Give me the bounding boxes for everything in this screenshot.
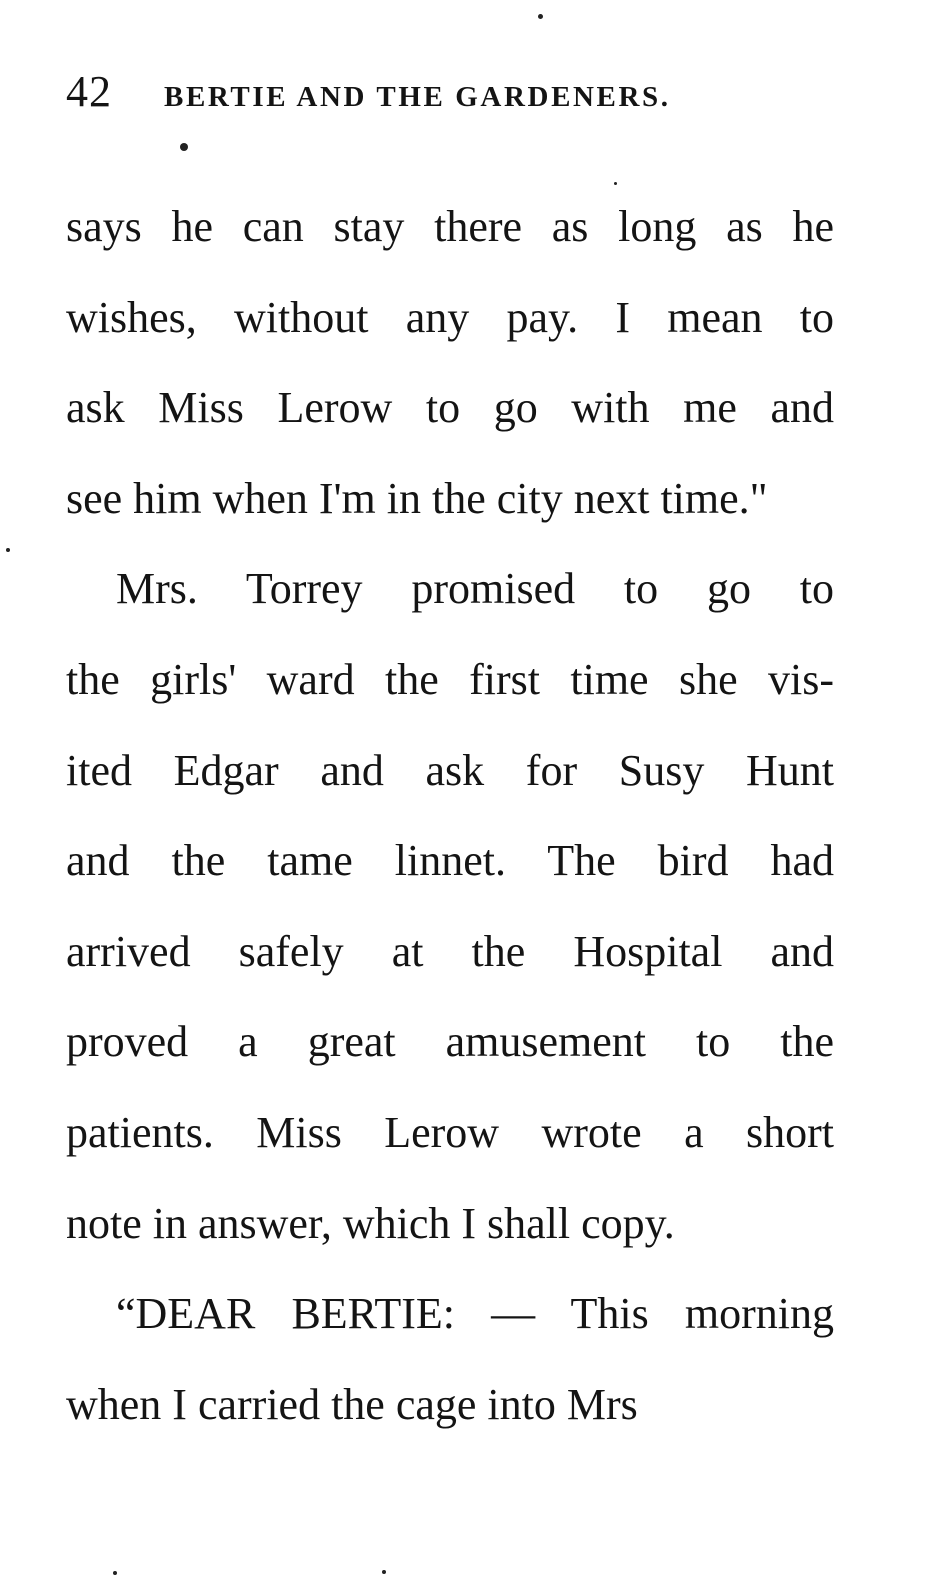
text-line: proved a great amusement to the (66, 1017, 834, 1067)
running-title: BERTIE AND THE GARDENERS. (164, 81, 671, 113)
text-line: the girls' ward the first time she vis- (66, 654, 834, 704)
text-line: and the tame linnet. The bird had (66, 836, 834, 886)
ink-speck (113, 1571, 117, 1575)
text-line: says he can stay there as long as he (66, 202, 834, 251)
ink-speck (180, 143, 188, 151)
ink-speck (382, 1570, 386, 1574)
text-line: ask Miss Lerow to go with me and (66, 383, 834, 433)
text-line: when I carried the cage into Mrs (66, 1379, 638, 1429)
text-line: ited Edgar and ask for Susy Hunt (66, 745, 834, 795)
text-line: wishes, without any pay. I mean to (66, 292, 834, 342)
text-line: “DEAR BERTIE: — This morning (116, 1289, 834, 1339)
page-number: 42 (66, 67, 112, 116)
text-line: see him when I'm in the city next time." (66, 473, 768, 523)
text-line: note in answer, which I shall copy. (66, 1198, 675, 1248)
ink-speck (6, 548, 10, 552)
page-header (66, 67, 766, 120)
body-text (66, 195, 834, 1463)
text-line: arrived safely at the Hospital and (66, 926, 834, 976)
ink-speck (614, 182, 617, 185)
text-line: patients. Miss Lerow wrote a short (66, 1107, 834, 1157)
text-line: Mrs. Torrey promised to go to (116, 564, 834, 614)
ink-speck (538, 14, 543, 19)
